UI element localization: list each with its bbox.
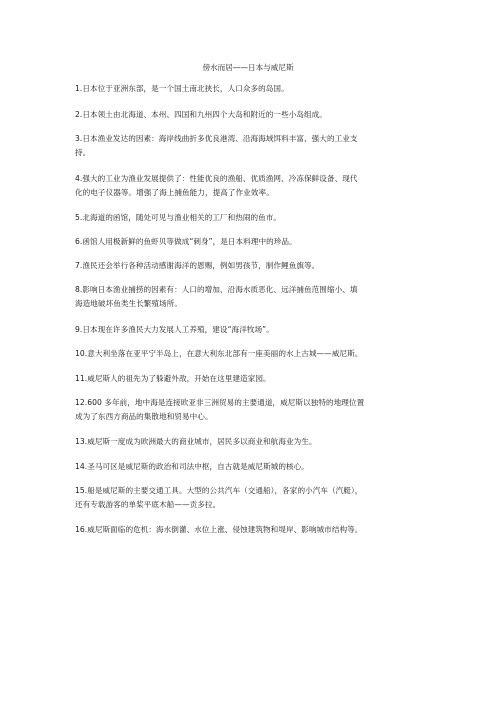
item-line: 2.日本领土由北海道、本州、四国和九州四个大岛和附近的一些小岛组成。 — [75, 110, 327, 119]
list-item — [75, 323, 430, 337]
item-line: 持。 — [75, 148, 91, 157]
item-line: 还有专载游客的单桨平底木船——贡多拉。 — [75, 500, 221, 509]
list-item — [75, 108, 430, 122]
list-item — [75, 435, 430, 449]
item-line: 15.船是威尼斯的主要交通工具。大型的公共汽车（交通船），各家的小汽车（汽艇）， — [75, 486, 363, 495]
item-line: 6.函馆人用极新鲜的鱼虾贝等做成“刺身”，是日本料理中的珍品。 — [75, 237, 297, 246]
item-line: 1.日本位于亚洲东部，是一个国土南北狭长，人口众多的岛国。 — [75, 84, 289, 93]
list-item — [75, 259, 430, 273]
item-line: 16.威尼斯面临的危机：海水倒灌、水位上涨、侵蚀建筑物和堤岸、影响城市结构等。 — [75, 525, 363, 534]
item-line: 5.北海道的函馆，随处可见与渔业相关的工厂和热闹的鱼市。 — [75, 213, 282, 222]
item-line: 化的电子仪器等。增强了海上捕鱼能力，提高了作业效率。 — [75, 188, 274, 197]
item-line: 10.意大利坐落在亚平宁半岛上，在意大利东北部有一座美丽的水上古城——威尼斯。 — [75, 349, 363, 358]
list-item — [75, 460, 430, 474]
item-line: 7.渔民还会举行各种活动感谢海洋的恩赐，例如男孩节，制作鲤鱼旗等。 — [75, 261, 320, 270]
list-item — [75, 283, 430, 311]
item-line: 成为了东西方商品的集散地和贸易中心。 — [75, 412, 213, 421]
list-item — [75, 484, 430, 512]
list-item — [75, 347, 430, 361]
list-item — [75, 523, 430, 537]
item-line: 4.强大的工业为渔业发展提供了：性能优良的渔船、优质渔网、冷冻保鲜设备、现代 — [75, 174, 358, 183]
item-line: 9.日本现在许多渔民大力发展人工养殖，建设“海洋牧场”。 — [75, 325, 274, 334]
list-item — [75, 396, 430, 424]
item-line: 12.600 多年前，地中海是连接欧亚非三洲贸易的主要通道，威尼斯以独特的地理位置 — [75, 398, 365, 407]
list-item — [75, 372, 430, 386]
list-item — [75, 132, 430, 160]
item-line: 3.日本渔业发达的因素：海岸线曲折多优良港湾、沿海海域饵料丰富、强大的工业支 — [75, 134, 358, 143]
item-line: 13.威尼斯一度成为欧洲最大的商业城市，居民多以商业和航海业为生。 — [75, 437, 317, 446]
list-item — [75, 235, 430, 249]
list-item — [75, 172, 430, 200]
item-line: 海造地破坏鱼类生长繁殖场所。 — [75, 299, 183, 308]
item-line: 14.圣马可区是威尼斯的政治和司法中枢，自古就是威尼斯城的核心。 — [75, 462, 309, 471]
item-line: 8.影响日本渔业捕捞的因素有：人口的增加、沿海水质恶化、远洋捕鱼范围缩小、填 — [75, 285, 358, 294]
item-line: 11.威尼斯人的祖先为了躲避外敌，开始在这里建造家园。 — [75, 374, 271, 383]
document-title: 傍水而居——日本与威尼斯 — [202, 63, 294, 72]
list-item — [75, 211, 430, 225]
list-item — [75, 82, 430, 96]
